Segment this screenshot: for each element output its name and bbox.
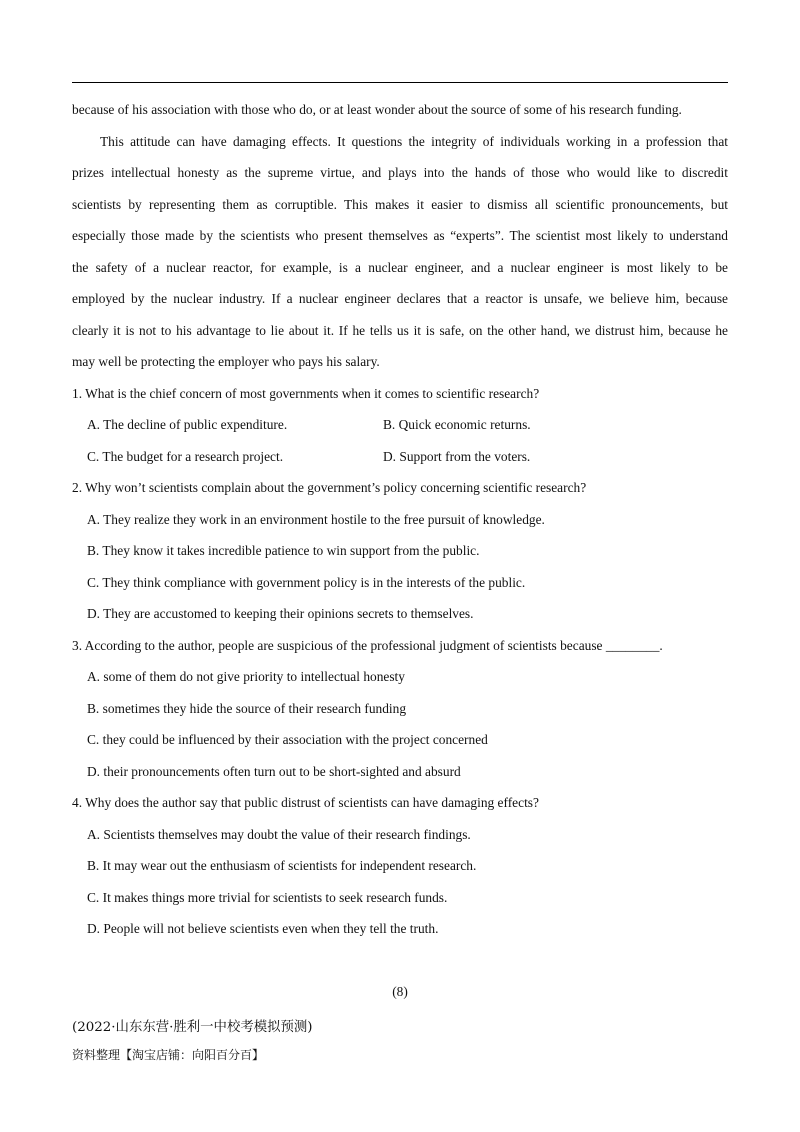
header-rule (72, 82, 728, 83)
option-b: B. sometimes they hide the source of their research funding (87, 700, 407, 716)
compiler-note: 资料整理【淘宝店铺：向阳百分百】 (72, 1048, 265, 1062)
option-d: D. People will not believe scientists even when they tell the truth. (87, 921, 439, 936)
document-body (72, 98, 728, 949)
passage-line: the safety of a nuclear reactor, for example, is a nuclear engineer, and a nuclear engineer is most likely to be (72, 259, 728, 275)
question-stem: 4. Why does the author say that public distrust of scientists can have damaging effects? (72, 795, 539, 810)
option-row (72, 445, 728, 477)
question-stem: 2. Why won’t scientists complain about the government’s policy concerning scientific research? (72, 480, 587, 495)
passage-line: This attitude can have damaging effects. It questions the integrity of individuals working in a profession that (100, 133, 728, 149)
question-stem: 3. According to the author, people are suspicious of the professional judgment of scientists because ________. (72, 637, 663, 653)
section-number: (8) (392, 984, 408, 999)
passage-line: prizes intellectual honesty as the supreme virtue, and plays into the hands of those who would like to discredit (72, 165, 728, 180)
option-c: C. They think compliance with government policy is in the interests of the public. (87, 574, 526, 590)
question-stem: 1. What is the chief concern of most governments when it comes to scientific research? (72, 385, 540, 401)
question-2 (72, 476, 728, 634)
option-b: B. Quick economic returns. (383, 417, 531, 432)
option-b: B. They know it takes incredible patience to win support from the public. (87, 543, 480, 558)
passage-line: especially those made by the scientists who present themselves as “experts”. The scientist most likely to understand (72, 228, 728, 243)
option-c: C. It makes things more trivial for scientists to seek research funds. (87, 889, 448, 905)
option-a: A. The decline of public expenditure. (87, 417, 288, 432)
question-3 (72, 634, 728, 792)
option-a: A. some of them do not give priority to intellectual honesty (87, 669, 405, 684)
option-a: A. Scientists themselves may doubt the value of their research findings. (87, 826, 471, 842)
passage-line: employed by the nuclear industry. If a nuclear engineer declares that a reactor is unsafe, we believe him, because (72, 291, 728, 306)
option-d: D. their pronouncements often turn out to be short-sighted and absurd (87, 763, 461, 779)
option-c: C. The budget for a research project. (87, 448, 284, 464)
option-a: A. They realize they work in an environment hostile to the free pursuit of knowledge. (87, 511, 545, 527)
option-row (72, 413, 728, 445)
option-d: D. Support from the voters. (383, 448, 531, 464)
option-d: D. They are accustomed to keeping their opinions secrets to themselves. (87, 606, 474, 621)
question-source: (2022·山东东营·胜利一中校考模拟预测) (72, 1020, 313, 1035)
passage-line: scientists by representing them as corruptible. This makes it easier to dismiss all scientific pronouncements, but (72, 196, 728, 212)
passage-line: because of his association with those who do, or at least wonder about the source of some of his research funding. (72, 102, 682, 117)
question-1 (72, 382, 728, 477)
passage-line: clearly it is not to his advantage to lie about it. If he tells us it is safe, on the other hand, we distrust him, because he (72, 322, 728, 338)
option-c: C. they could be influenced by their association with the project concerned (87, 732, 488, 747)
question-4 (72, 791, 728, 949)
passage-line: may well be protecting the employer who pays his salary. (72, 354, 380, 369)
option-b: B. It may wear out the enthusiasm of scientists for independent research. (87, 858, 477, 873)
passage (72, 98, 728, 382)
